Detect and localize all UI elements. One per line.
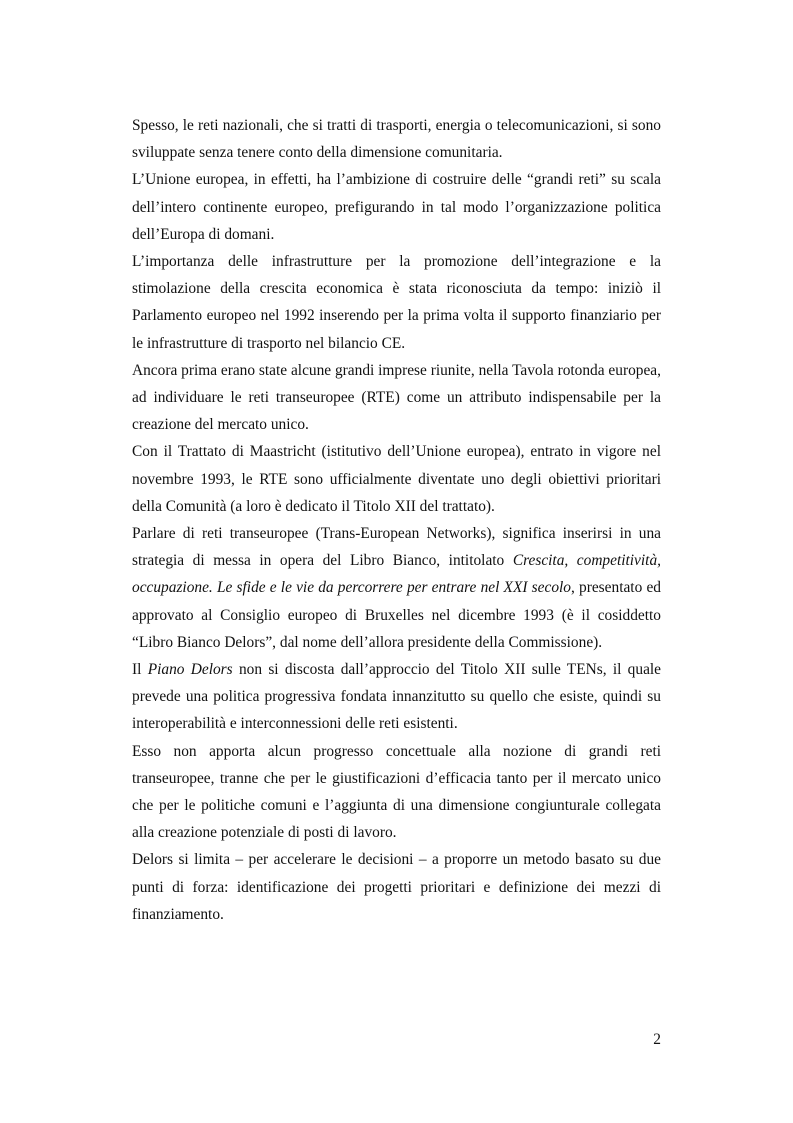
paragraph-2: L’Unione europea, in effetti, ha l’ambizione di costruire delle “grandi reti” su scala dell’intero continente europeo, prefigurando in tal modo l’organizzazione politica dell’Europa di domani. bbox=[132, 171, 661, 243]
plan-name: Piano Delors bbox=[147, 661, 233, 679]
paragraph-5: Con il Trattato di Maastricht (istitutivo dell’Unione europea), entrato in vigore nel novembre 1993, le RTE sono ufficialmente diventate uno degli obiettivi prioritari della Comunità (a loro è dedicato il Titolo XII del trattato). bbox=[132, 443, 661, 515]
paragraph-7 bbox=[132, 656, 661, 738]
paragraph-6 bbox=[132, 520, 661, 656]
paragraph-1: Spesso, le reti nazionali, che si tratti di trasporti, energia o telecomunicazioni, si sono sviluppate senza tenere conto della dimensione comunitaria. bbox=[132, 117, 661, 162]
paragraph-9: Delors si limita – per accelerare le decisioni – a proporre un metodo basato su due punti di forza: identificazione dei progetti prioritari e definizione dei mezzi di finanziamento. bbox=[132, 851, 661, 923]
body-text bbox=[132, 112, 661, 928]
paragraph-4: Ancora prima erano state alcune grandi imprese riunite, nella Tavola rotonda europea, ad individuare le reti transeuropee (RTE) come un attributo indispensabile per la creazione del mercato unico. bbox=[132, 361, 661, 434]
paragraph-6-text-before: Parlare di reti transeuropee (Trans-European Networks), significa inserirsi in una strategia di messa in opera del Libro Bianco, intitolato bbox=[132, 525, 661, 570]
paragraph-6-text-after: , presentato ed approvato al Consiglio europeo di Bruxelles nel dicembre 1993 (è il cosiddetto “Libro Bianco Delors”, dal nome dell’allora presidente della Commissione). bbox=[132, 579, 661, 651]
paragraph-3: L’importanza delle infrastrutture per la promozione dell’integrazione e la stimolazione della crescita economica è stata riconosciuta da tempo: iniziò il Parlamento europeo nel 1992 inserendo per la prima volta il supporto finanziario per le infrastrutture di trasporto nel bilancio CE. bbox=[132, 253, 661, 352]
paragraph-7-text-before: Il bbox=[132, 661, 148, 679]
page-number: 2 bbox=[653, 1031, 661, 1048]
book-title: Crescita, competitività, occupazione. Le sfide e le vie da percorrere per entrare nel XXI secolo bbox=[132, 552, 661, 597]
paragraph-7-text-after: non si discosta dall’approccio del Titolo XII sulle TENs, il quale prevede una politica progressiva fondata innanzitutto su quello che esiste, quindi su interoperabilità e interconnessioni delle reti esistenti. bbox=[132, 661, 662, 733]
paragraph-8: Esso non apporta alcun progresso concettuale alla nozione di grandi reti transeuropee, tranne che per le giustificazioni d’efficacia tanto per il mercato unico che per le politiche comuni e l’aggiunta di una dimensione congiunturale collegata alla creazione potenziale di posti di lavoro. bbox=[132, 742, 661, 842]
